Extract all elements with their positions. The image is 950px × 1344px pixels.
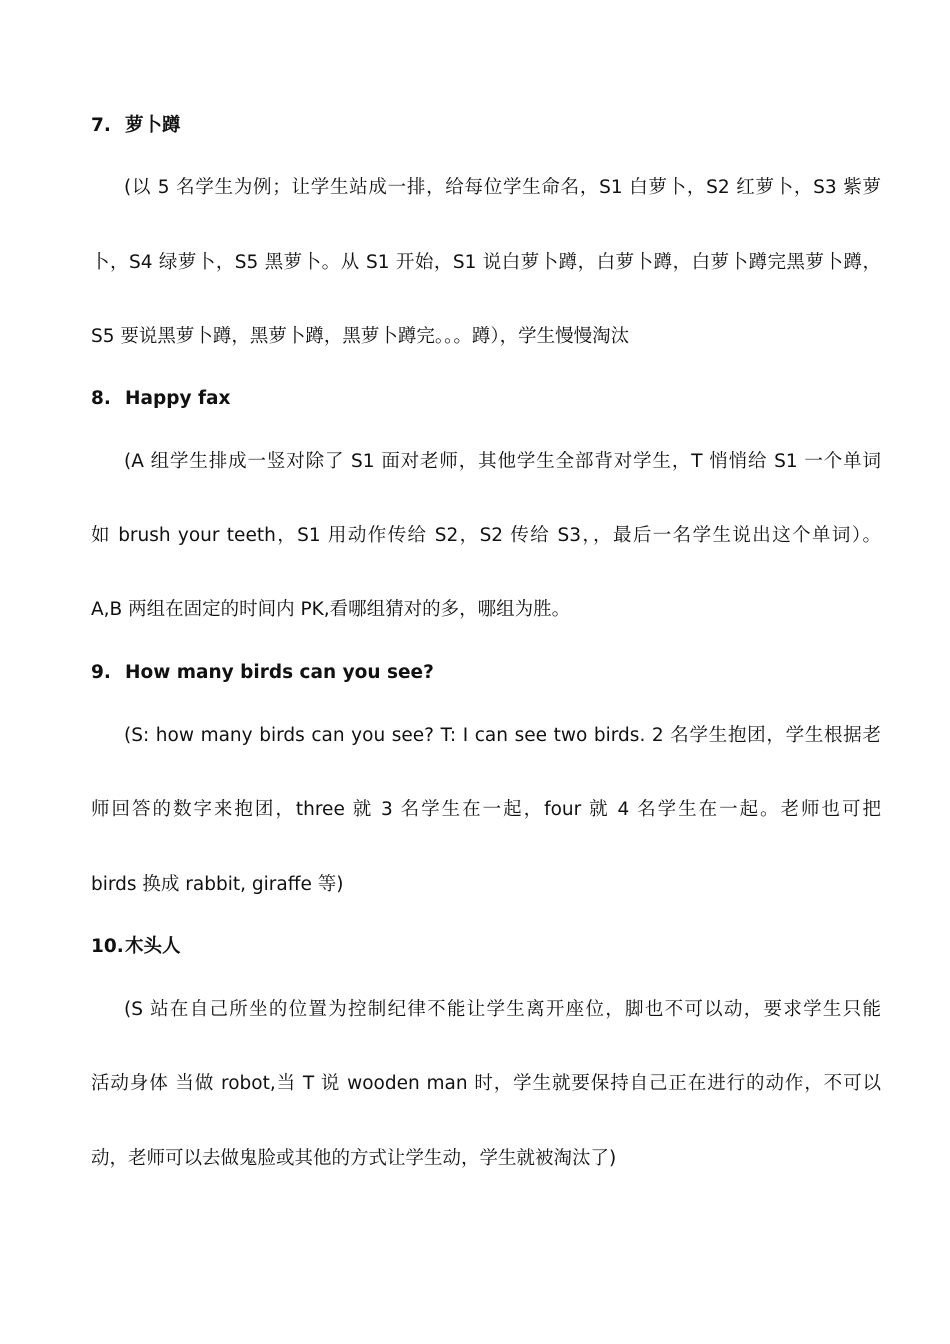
section-10-heading	[91, 935, 881, 959]
paragraph-line: (S 站在自己所坐的位置为控制纪律不能让学生离开座位，脚也不可以动，要求学生只能	[124, 999, 881, 1020]
section-number: 9.	[91, 662, 111, 683]
section-7-heading	[91, 114, 881, 138]
section-8-heading	[91, 387, 881, 411]
paragraph-line: birds 换成 rabbit, giraffe 等)	[91, 874, 344, 895]
section-title: Happy fax	[125, 388, 231, 409]
paragraph-line: 活动身体 当做 robot,当 T 说 wooden man 时，学生就要保持自己正在进行的动作，不可以	[91, 1073, 881, 1094]
paragraph-line: S5 要说黑萝卜蹲，黑萝卜蹲，黑萝卜蹲完。。。蹲），学生慢慢淘汰	[91, 326, 630, 347]
paragraph-line: 卜，S4 绿萝卜，S5 黑萝卜。从 S1 开始，S1 说白萝卜蹲，白萝卜蹲，白萝卜蹲完黑萝卜蹲，	[91, 252, 881, 273]
paragraph-line: (S: how many birds can you see? T: I can see two birds. 2 名学生抱团，学生根据老	[124, 725, 881, 746]
section-number: 10.	[91, 936, 124, 957]
section-title: 木头人	[125, 936, 181, 957]
paragraph-line: 动，老师可以去做鬼脸或其他的方式让学生动，学生就被淘汰了)	[91, 1148, 617, 1169]
paragraph-line: 如 brush your teeth，S1 用动作传给 S2，S2 传给 S3，，最后一名学生说出这个单词）。	[91, 525, 881, 546]
paragraph-line: (A 组学生排成一竖对除了 S1 面对老师，其他学生全部背对学生，T 悄悄给 S1 一个单词	[124, 451, 881, 472]
paragraph-line: 师回答的数字来抱团，three 就 3 名学生在一起，four 就 4 名学生在一起。老师也可把	[91, 799, 881, 820]
section-number: 7.	[91, 115, 111, 136]
section-title: How many birds can you see?	[125, 662, 434, 683]
section-number: 8.	[91, 388, 111, 409]
section-title: 萝卜蹲	[125, 115, 181, 136]
paragraph-line: A,B 两组在固定的时间内 PK,看哪组猜对的多，哪组为胜。	[91, 599, 571, 620]
paragraph-line: (以 5 名学生为例；让学生站成一排，给每位学生命名，S1 白萝卜，S2 红萝卜，S3 紫萝	[124, 177, 881, 198]
section-9-heading	[91, 661, 881, 685]
